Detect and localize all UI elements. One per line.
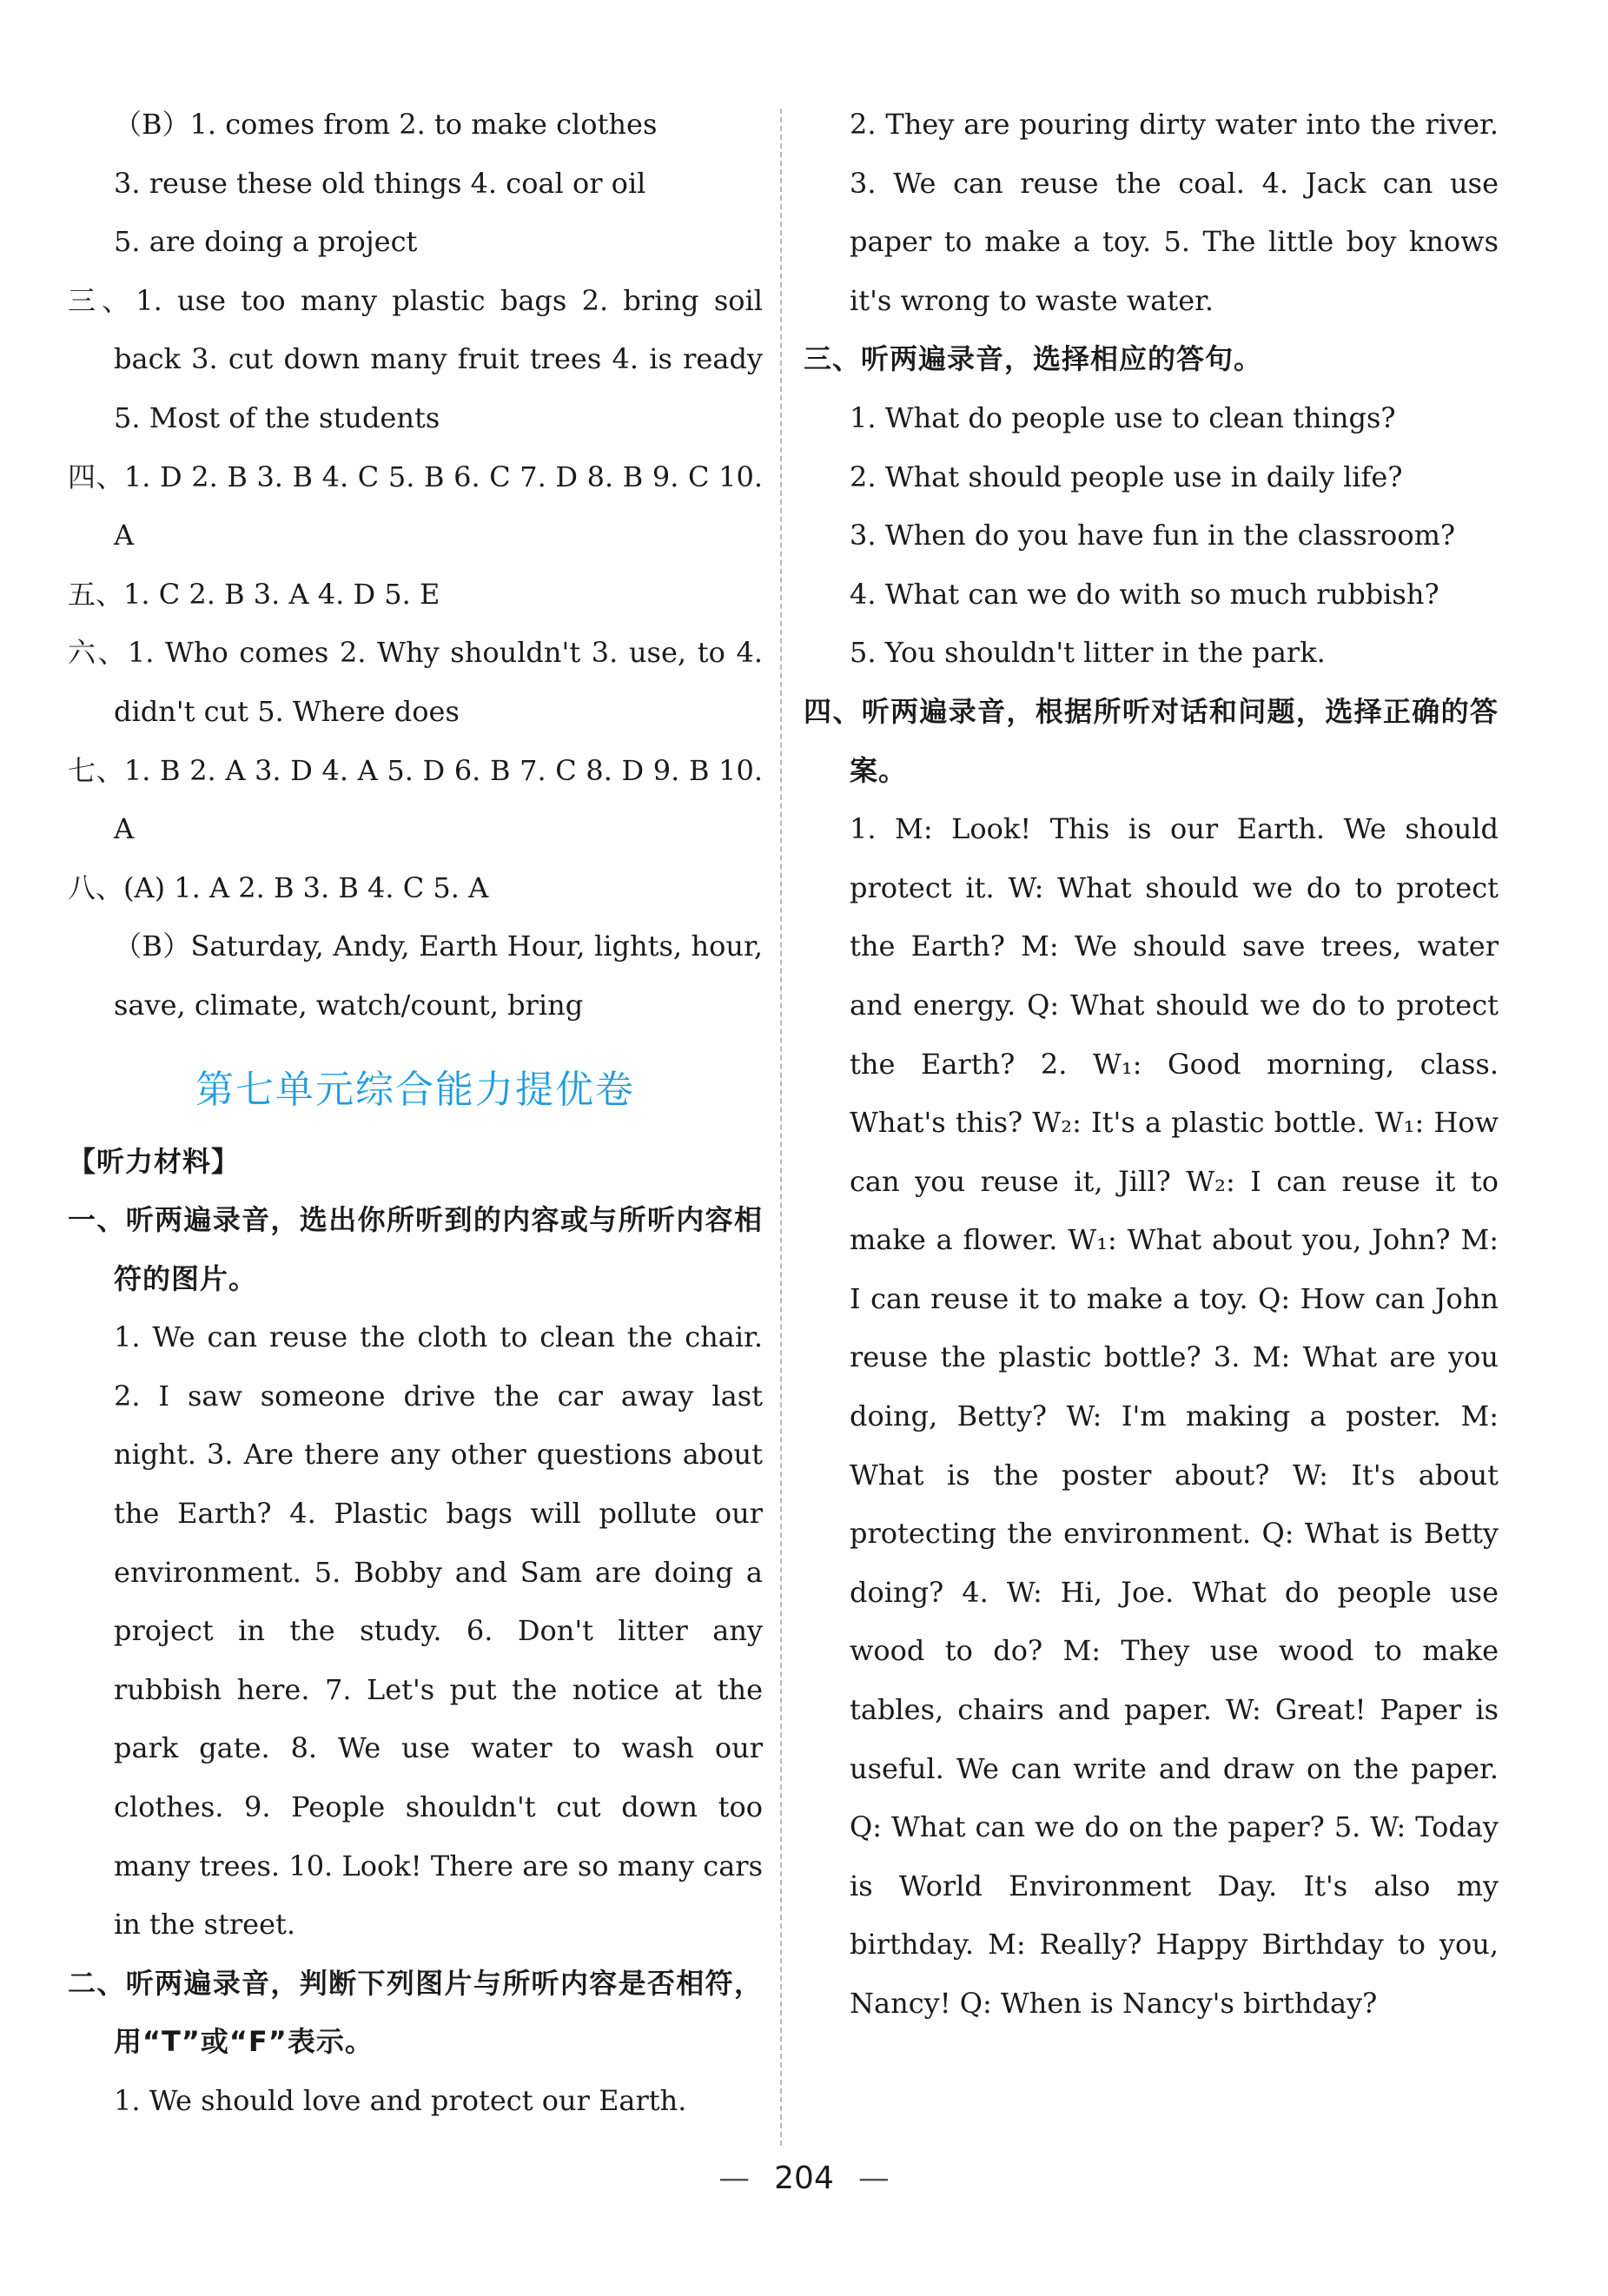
answer-line: 五、1. C 2. B 3. A 4. D 5. E [68,577,440,611]
page-number-dash-right: — [857,2160,890,2196]
section-3-item: 5. You shouldn't litter in the park. [850,636,1326,670]
right-column [804,96,1499,2034]
left-column [68,96,763,2131]
page-number-dash-left: — [718,2160,751,2196]
unit-title: 第七单元综合能力提优卷 [195,1067,635,1112]
listening-material-label: 【听力材料】 [68,1144,241,1178]
section-4-heading: 四、听两遍录音，根据所听对话和问题，选择正确的答案。 [804,694,1499,787]
section-3-item: 1. What do people use to clean things? [850,400,1396,434]
page-number-footer [0,2154,1608,2203]
answer-line: 八、(A) 1. A 2. B 3. B 4. C 5. A [68,870,489,904]
answer-key-lines [68,96,763,1036]
answer-line: 5. are doing a project [114,225,418,259]
answer-line: 四、1. D 2. B 3. B 4. C 5. B 6. C 7. D 8. B 9. C 10. A [68,460,763,552]
answer-line: （B）Saturday, Andy, Earth Hour, lights, hour, save, climate, watch/count, bring [114,930,763,1022]
answer-line: 三、1. use too many plastic bags 2. bring soil back 3. cut down many fruit trees 4. is ready 5. Most of the students [68,283,763,434]
section-4-body: 1. M: Look! This is our Earth. We should protect it. W: What should we do to protect the Earth? M: We should save trees, water and energy. Q: What should we do to protect the Earth? 2. W₁: Good morning, class. What's this? W₂: It's a plastic bottle. W₁: How can you reuse it, Jill? W₂: I can reuse it to make a flower. W₁: What about you, John? M: I can reuse it to make a toy. Q: How can John reuse the plastic bottle? 3. M: What are you doing, Betty? W: I'm making a poster. M: What is the poster about? W: It's about protecting the environment. Q: What is Betty doing? 4. W: Hi, Joe. What do people use wood to do? M: They use wood to make tables, chairs and paper. W: Great! Paper is useful. We can write and draw on the paper. Q: What can we do on the paper? 5. W: Today is World Environment Day. It's also my birthday. M: Really? Happy Birthday to you, Nancy! Q: When is Nancy's birthday? [850,812,1499,2020]
section-3-heading: 三、听两遍录音，选择相应的答句。 [804,342,1263,376]
answer-line: （B）1. comes from 2. to make clothes [114,108,658,141]
section-3-item: 4. What can we do with so much rubbish? [850,577,1439,611]
page-number: 204 [774,2160,834,2196]
section-1-body: 1. We can reuse the cloth to clean the chair. 2. I saw someone drive the car away last night. 3. Are there any other questions about the Earth? 4. Plastic bags will pollute our environment. 5. Bobby and Sam are doing a project in the study. 6. Don't litter any rubbish here. 7. Let's put the notice at the park gate. 8. We use water to wash our clothes. 9. People shouldn't cut down too many trees. 10. Look! There are so many cars in the street. [114,1320,763,1942]
section-2-heading: 二、听两遍录音，判断下列图片与所听内容是否相符，用“T”或“F”表示。 [68,1966,763,2059]
answer-line: 七、1. B 2. A 3. D 4. A 5. D 6. B 7. C 8. D 9. B 10. A [68,753,763,846]
answer-line: 3. reuse these old things 4. coal or oil [114,166,646,200]
column-divider [780,109,782,2146]
section-2-item-1: 1. We should love and protect our Earth. [114,2084,687,2117]
section-3-item: 3. When do you have fun in the classroom? [850,519,1456,552]
section-1-heading: 一、听两遍录音，选出你所听到的内容或与所听内容相符的图片。 [68,1203,763,1295]
answer-line: 六、1. Who comes 2. Why shouldn't 3. use, to 4. didn't cut 5. Where does [68,636,763,728]
section-3-item: 2. What should people use in daily life? [850,460,1403,493]
section-3-items [804,389,1499,683]
section-2-items-rest: 2. They are pouring dirty water into the river. 3. We can reuse the coal. 4. Jack can use paper to make a toy. 5. The little boy knows it's wrong to waste water. [850,108,1499,317]
